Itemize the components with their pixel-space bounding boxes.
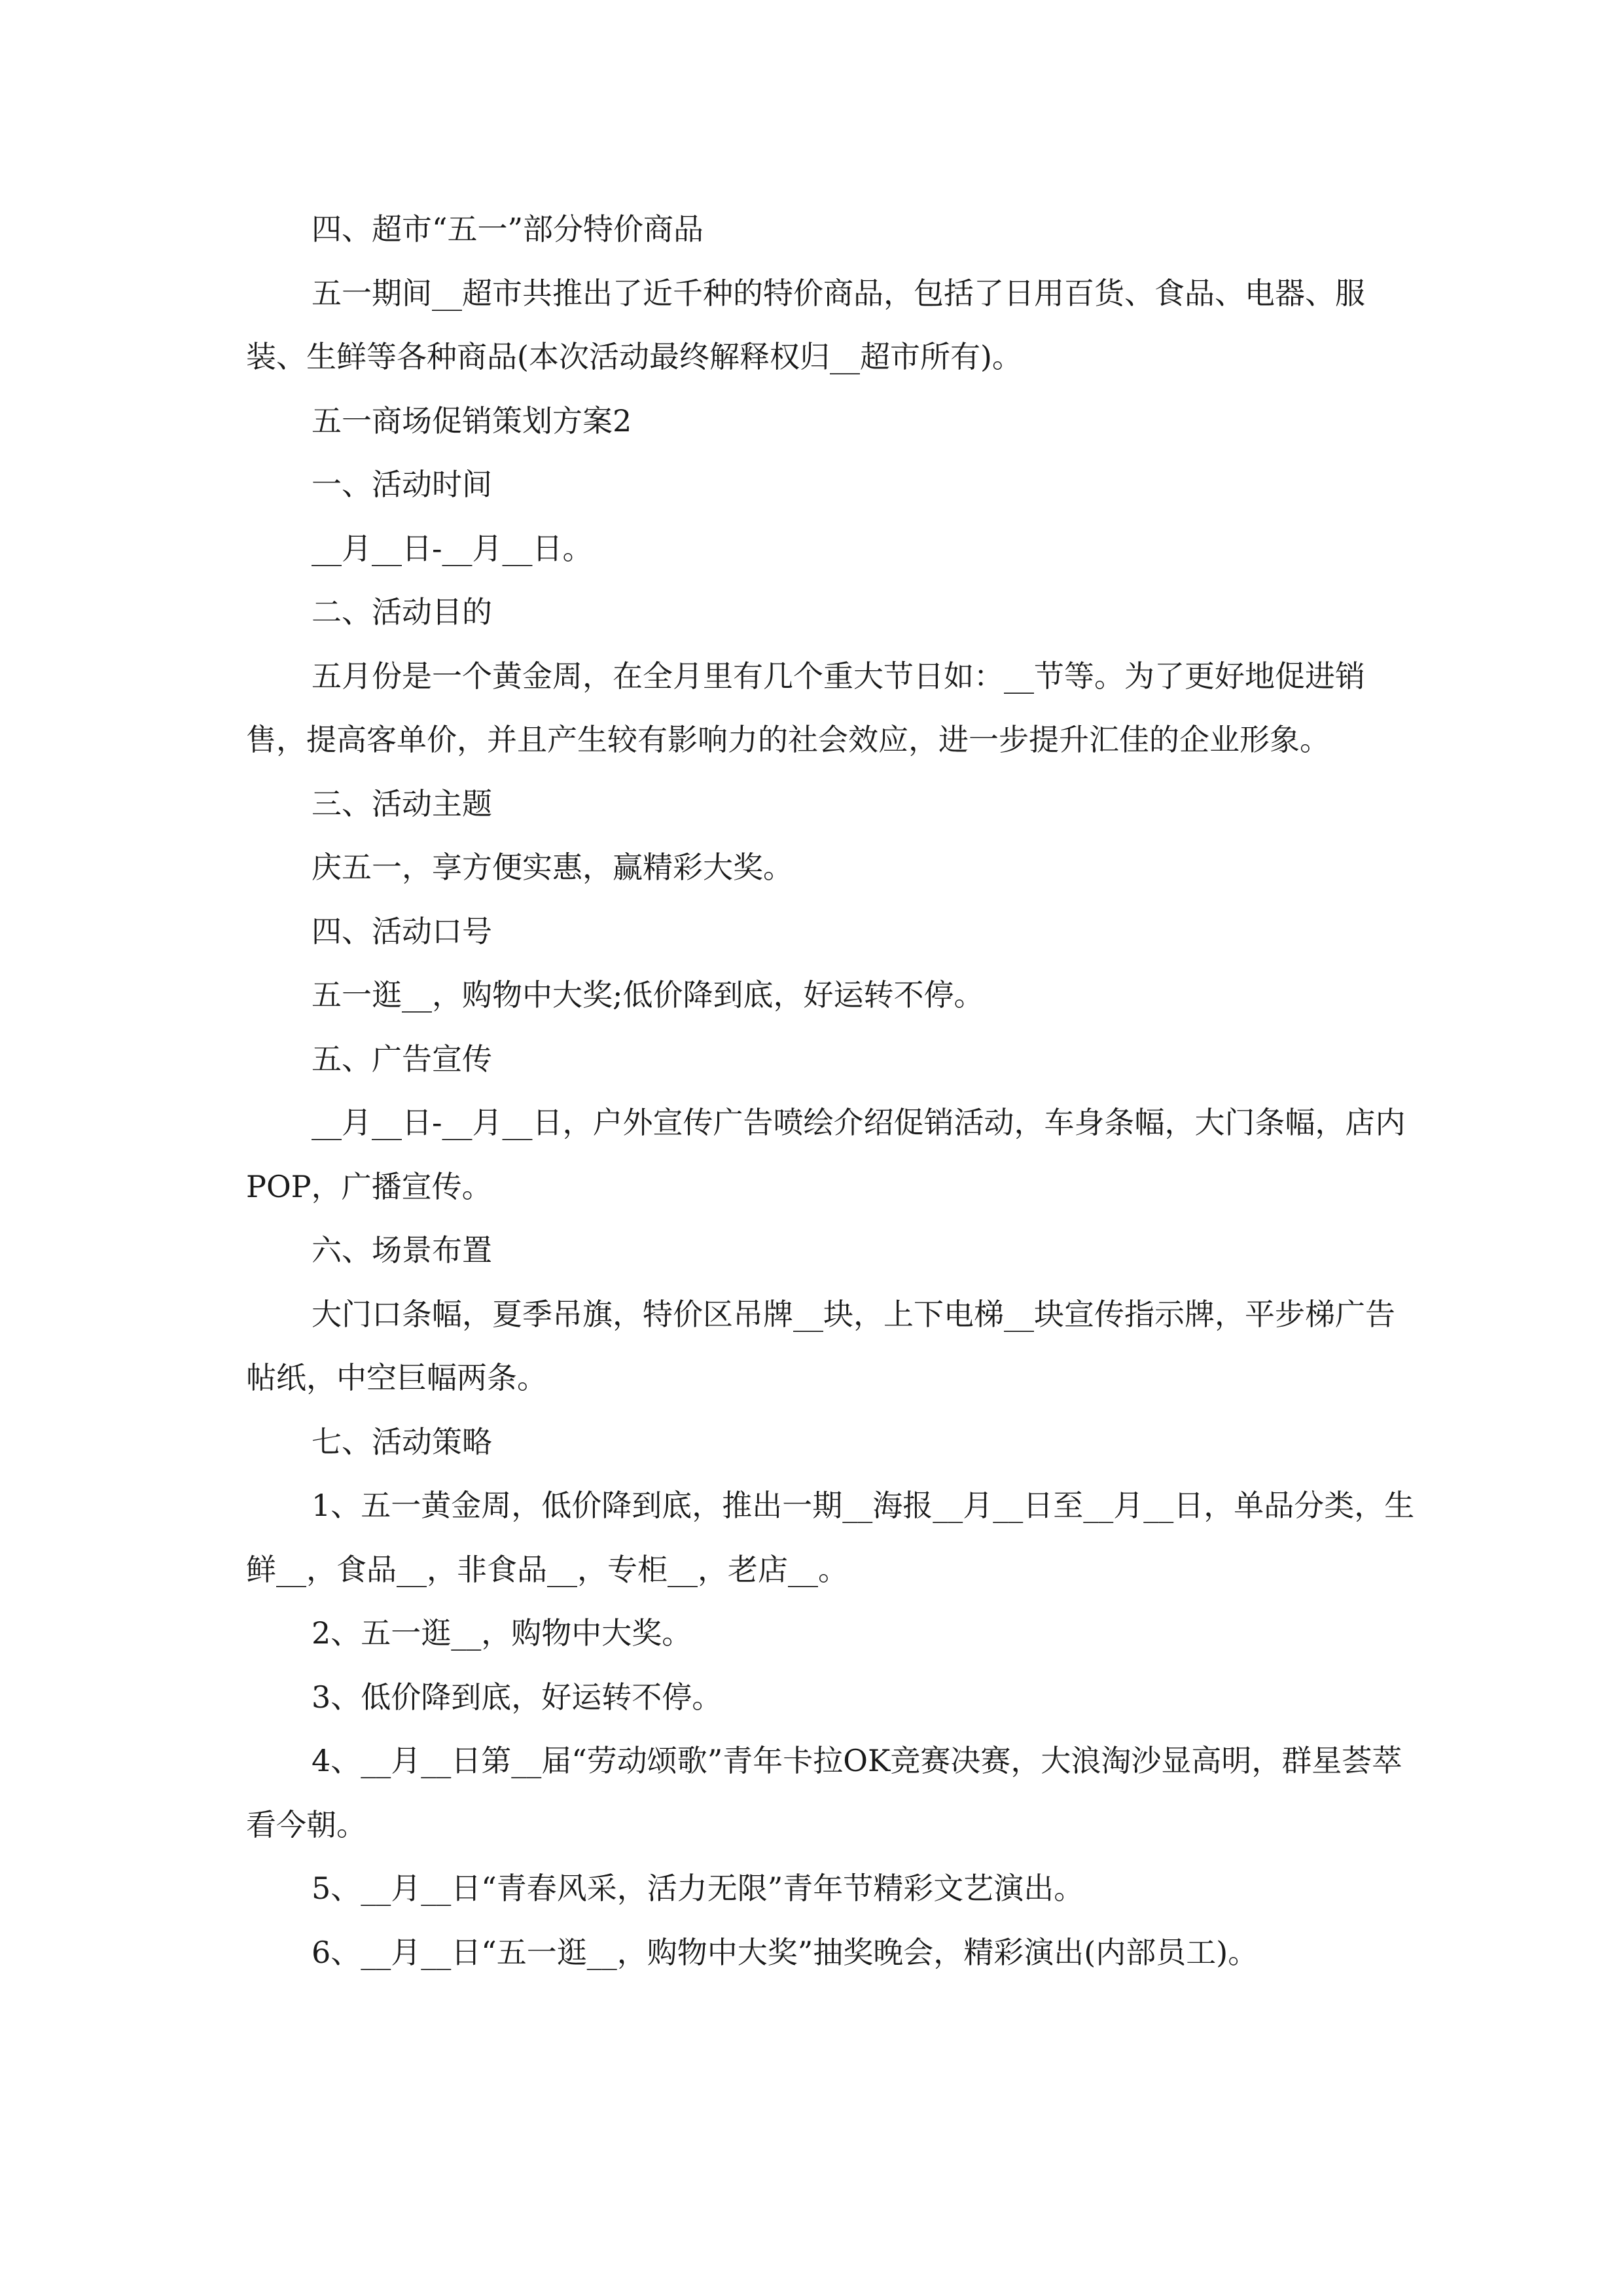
- section-heading-scene: 六、场景布置: [312, 1232, 492, 1268]
- section-heading-special-goods: 四、超市“五一”部分特价商品: [312, 211, 704, 247]
- list-item-strategy-4: 4、__月__日第__届“劳动颂歌”青年卡拉OK竞赛决赛，大浪淘沙显高明，群星荟萃看今朝。: [246, 1743, 1402, 1842]
- list-item-strategy-3: 3、低价降到底，好运转不停。: [312, 1679, 722, 1715]
- paragraph-theme: 庆五一，享方便实惠，赢精彩大奖。: [312, 850, 793, 885]
- paragraph-time: __月__日-__月__日。: [312, 530, 593, 566]
- section-heading-theme: 三、活动主题: [312, 785, 492, 821]
- paragraph-purpose: 五月份是一个黄金周，在全月里有几个重大节日如：__节等。为了更好地促进销售，提高客单价，并且产生较有影响力的社会效应，进一步提升汇佳的企业形象。: [246, 658, 1365, 757]
- section-heading-strategy: 七、活动策略: [312, 1424, 492, 1460]
- section-heading-advertising: 五、广告宣传: [312, 1041, 492, 1077]
- list-item-strategy-6: 6、__月__日“五一逛__，购物中大奖”抽奖晚会，精彩演出(内部员工)。: [312, 1934, 1258, 1970]
- paragraph-scene: 大门口条幅，夏季吊旗，特价区吊牌__块，上下电梯__块宣传指示牌，平步梯广告帖纸，中空巨幅两条。: [246, 1296, 1395, 1395]
- section-heading-purpose: 二、活动目的: [312, 594, 492, 630]
- paragraph-advertising: __月__日-__月__日，户外宣传广告喷绘介绍促销活动，车身条幅，大门条幅，店内POP，广播宣传。: [246, 1105, 1406, 1204]
- section-heading-slogan: 四、活动口号: [312, 913, 492, 949]
- list-item-strategy-5: 5、__月__日“青春风采，活力无限”青年节精彩文艺演出。: [312, 1871, 1084, 1906]
- document-title-plan-2: 五一商场促销策划方案2: [312, 403, 632, 439]
- list-item-strategy-2: 2、五一逛__，购物中大奖。: [312, 1615, 692, 1651]
- list-item-strategy-1: 1、五一黄金周，低价降到底，推出一期__海报__月__日至__月__日，单品分类，生鲜__，食品__，非食品__，专柜__，老店__。: [246, 1488, 1415, 1587]
- document-body: [246, 198, 1418, 1984]
- paragraph-special-goods: 五一期间__超市共推出了近千种的特价商品，包括了日用百货、食品、电器、服装、生鲜等各种商品(本次活动最终解释权归__超市所有)。: [246, 275, 1365, 374]
- section-heading-time: 一、活动时间: [312, 467, 492, 502]
- paragraph-slogan: 五一逛__，购物中大奖;低价降到底，好运转不停。: [312, 977, 984, 1013]
